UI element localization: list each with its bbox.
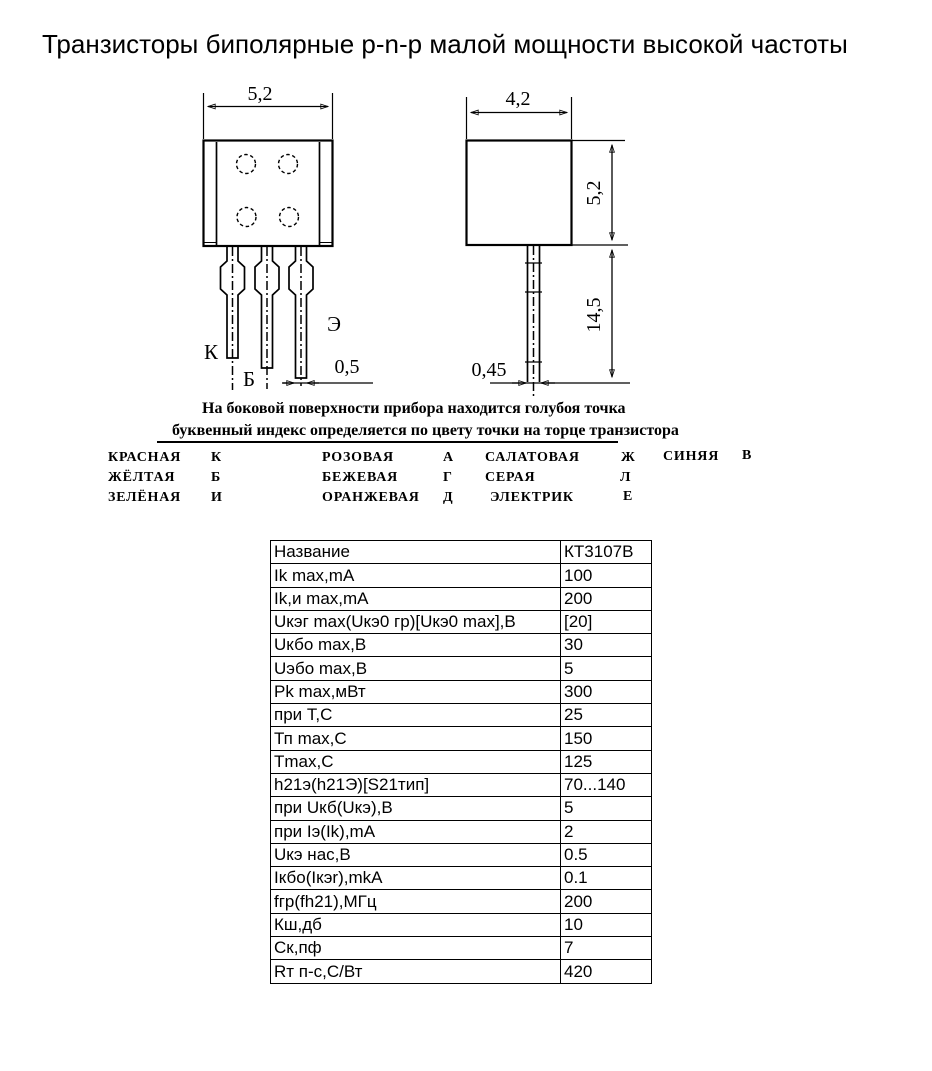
param-name: fгр(fh21),МГц bbox=[271, 890, 561, 913]
param-value: 10 bbox=[561, 913, 652, 936]
param-name: Pk max,мВт bbox=[271, 680, 561, 703]
pin-label-collector: К bbox=[203, 340, 219, 364]
color-name: ОРАНЖЕВАЯ bbox=[322, 490, 420, 505]
side-view bbox=[467, 97, 631, 398]
param-name: Название bbox=[271, 541, 561, 564]
param-name: Iкбо(Iкэr),mkA bbox=[271, 867, 561, 890]
param-name: Ik max,mA bbox=[271, 564, 561, 587]
table-row bbox=[271, 704, 652, 727]
color-name: РОЗОВАЯ bbox=[322, 450, 394, 465]
table-row bbox=[271, 797, 652, 820]
table-row bbox=[271, 727, 652, 750]
color-letter: Е bbox=[623, 489, 634, 504]
param-value: 2 bbox=[561, 820, 652, 843]
table-row bbox=[271, 867, 652, 890]
dim-side-depth: 4,2 bbox=[505, 88, 531, 110]
color-letter: К bbox=[211, 450, 222, 465]
color-letter: Д bbox=[443, 490, 454, 505]
param-value: 5 bbox=[561, 797, 652, 820]
color-letter: Б bbox=[211, 470, 222, 485]
table-row bbox=[271, 541, 652, 564]
param-name: при T,C bbox=[271, 704, 561, 727]
table-row bbox=[271, 587, 652, 610]
color-name: СИНЯЯ bbox=[663, 449, 720, 464]
dim-lead-length: 14,5 bbox=[583, 297, 605, 333]
dim-front-pin-width: 0,5 bbox=[334, 356, 360, 378]
color-name: БЕЖЕВАЯ bbox=[322, 470, 399, 485]
caption-line-2: буквенный индекс определяется по цвету точки на торце транзистора bbox=[172, 422, 679, 439]
param-value: 25 bbox=[561, 704, 652, 727]
param-value: 200 bbox=[561, 587, 652, 610]
dim-front-width: 5,2 bbox=[247, 83, 273, 105]
table-row bbox=[271, 750, 652, 773]
color-letter: И bbox=[211, 490, 223, 505]
table-row bbox=[271, 564, 652, 587]
parameters-table bbox=[270, 540, 652, 984]
param-name: Uэбо max,B bbox=[271, 657, 561, 680]
param-name: Кш,дб bbox=[271, 913, 561, 936]
table-row bbox=[271, 843, 652, 866]
param-value: 300 bbox=[561, 680, 652, 703]
pin-label-base: Б bbox=[242, 367, 256, 391]
dim-side-height: 5,2 bbox=[583, 180, 605, 206]
table-row bbox=[271, 820, 652, 843]
param-name: Uкбо max,B bbox=[271, 634, 561, 657]
table-row bbox=[271, 937, 652, 960]
dim-side-lead-width: 0,45 bbox=[471, 359, 507, 381]
param-value: 0.5 bbox=[561, 843, 652, 866]
color-letter: Ж bbox=[621, 450, 636, 465]
table-row bbox=[271, 610, 652, 633]
param-value: 30 bbox=[561, 634, 652, 657]
param-value: 420 bbox=[561, 960, 652, 983]
param-value: 150 bbox=[561, 727, 652, 750]
table-row bbox=[271, 913, 652, 936]
param-value: 70...140 bbox=[561, 773, 652, 796]
page-title: Транзисторы биполярные p-n-p малой мощности высокой частоты bbox=[42, 29, 848, 59]
param-name: Tmax,C bbox=[271, 750, 561, 773]
front-view bbox=[204, 93, 374, 390]
color-name: КРАСНАЯ bbox=[108, 450, 182, 465]
color-letter: Г bbox=[443, 470, 453, 485]
param-name: Rт п-с,C/Вт bbox=[271, 960, 561, 983]
color-name: ЭЛЕКТРИК bbox=[490, 490, 574, 505]
param-name: Ск,пф bbox=[271, 937, 561, 960]
table-row bbox=[271, 773, 652, 796]
param-name: Тп max,C bbox=[271, 727, 561, 750]
param-value: 100 bbox=[561, 564, 652, 587]
package-outline-drawing bbox=[0, 70, 932, 410]
table-row bbox=[271, 960, 652, 983]
color-letter: Л bbox=[620, 470, 632, 485]
param-name: Uкэ нас,B bbox=[271, 843, 561, 866]
color-letter: А bbox=[443, 450, 454, 465]
caption-underline bbox=[157, 441, 618, 443]
param-value: 7 bbox=[561, 937, 652, 960]
param-value: [20] bbox=[561, 610, 652, 633]
param-name: h21э(h21Э)[S21тип] bbox=[271, 773, 561, 796]
table-row bbox=[271, 890, 652, 913]
param-value: 125 bbox=[561, 750, 652, 773]
caption-line-1: На боковой поверхности прибора находится голубоя точка bbox=[202, 400, 626, 417]
table-row bbox=[271, 634, 652, 657]
table-row bbox=[271, 680, 652, 703]
param-value: 5 bbox=[561, 657, 652, 680]
pin-label-emitter: Э bbox=[327, 312, 341, 336]
param-value: 200 bbox=[561, 890, 652, 913]
param-name: Ik,и max,mA bbox=[271, 587, 561, 610]
param-name: Uкэг max(Uкэ0 гр)[Uкэ0 max],B bbox=[271, 610, 561, 633]
param-value: КТ3107В bbox=[561, 541, 652, 564]
table-row bbox=[271, 657, 652, 680]
color-name: ЗЕЛЁНАЯ bbox=[108, 490, 182, 505]
color-name: САЛАТОВАЯ bbox=[485, 450, 580, 465]
color-letter: В bbox=[742, 448, 753, 463]
color-name: СЕРАЯ bbox=[485, 470, 536, 485]
color-name: ЖЁЛТАЯ bbox=[108, 470, 176, 485]
param-value: 0.1 bbox=[561, 867, 652, 890]
param-name: при Iэ(Ik),mA bbox=[271, 820, 561, 843]
param-name: при Uкб(Uкэ),B bbox=[271, 797, 561, 820]
